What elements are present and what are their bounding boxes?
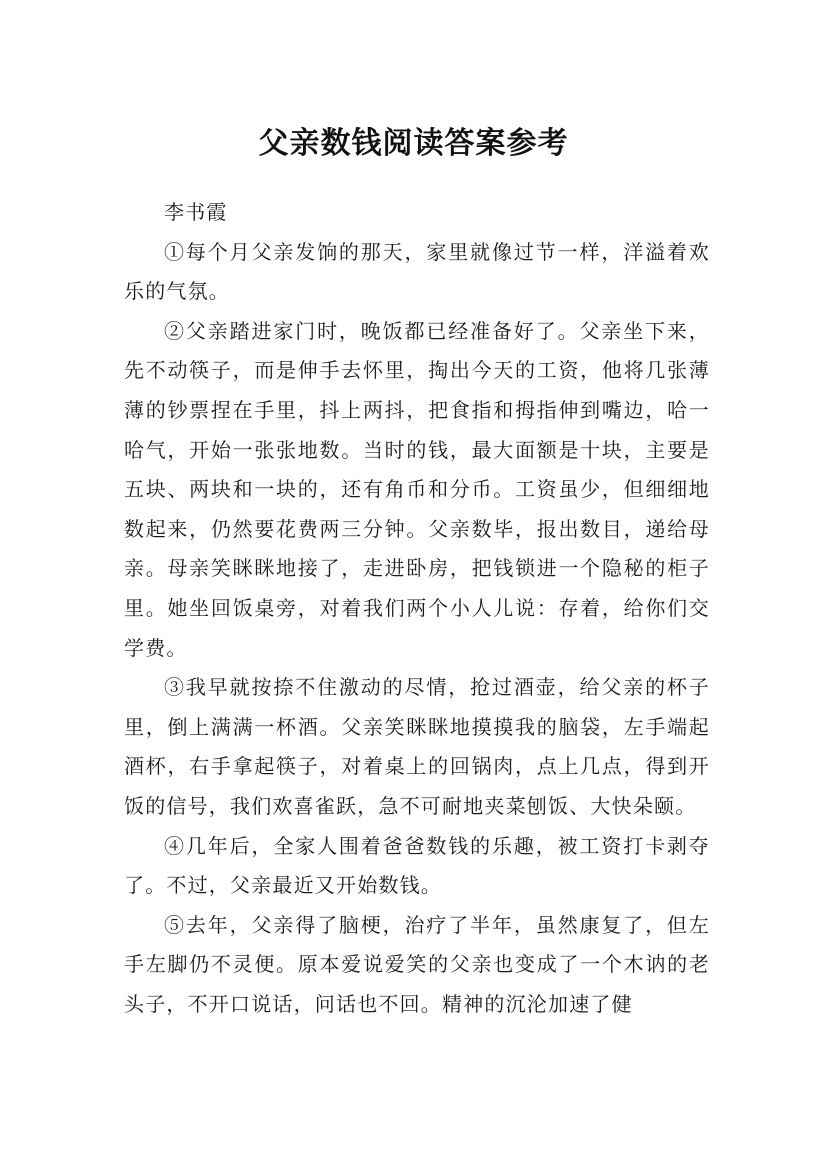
- paragraph-4: ④几年后，全家人围着爸爸数钱的乐趣，被工资打卡剥夺了。不过，父亲最近又开始数钱。: [124, 833, 710, 898]
- author-line: 李书霞: [164, 200, 228, 224]
- paragraph-3: ③我早就按捺不住激动的尽情，抢过酒壶，给父亲的杯子里，倒上满满一杯酒。父亲笑眯眯地摸摸我的脑袋，左手端起酒杯，右手拿起筷子，对着桌上的回锅肉，点上几点，得到开饭的信号，我们欢喜雀跃，急不可耐地夹菜刨饭、大快朵颐。: [124, 675, 710, 818]
- document-title: 父亲数钱阅读答案参考: [258, 126, 569, 162]
- paragraph-5: ⑤去年，父亲得了脑梗，治疗了半年，虽然康复了，但左手左脚仍不灵便。原本爱说爱笑的父亲也变成了一个木讷的老头子，不开口说话，问话也不回。精神的沉沦加速了健: [124, 912, 710, 1016]
- paragraph-2: ②父亲踏进家门时，晚饭都已经准备好了。父亲坐下来，先不动筷子，而是伸手去怀里，掏出今天的工资，他将几张薄薄的钞票捏在手里，抖上两抖，把食指和拇指伸到嘴边，哈一哈气，开始一张张地数。当时的钱，最大面额是十块，主要是五块、两块和一块的，还有角币和分币。工资虽少，但细细地数起来，仍然要花费两三分钟。父亲数毕，报出数目，递给母亲。母亲笑眯眯地接了，走进卧房，把钱锁进一个隐秘的柜子里。她坐回饭桌旁，对着我们两个小人儿说：存着，给你们交学费。: [124, 318, 710, 660]
- document-body: [124, 193, 710, 1024]
- paragraph-1: ①每个月父亲发饷的那天，家里就像过节一样，洋溢着欢乐的气氛。: [124, 239, 710, 304]
